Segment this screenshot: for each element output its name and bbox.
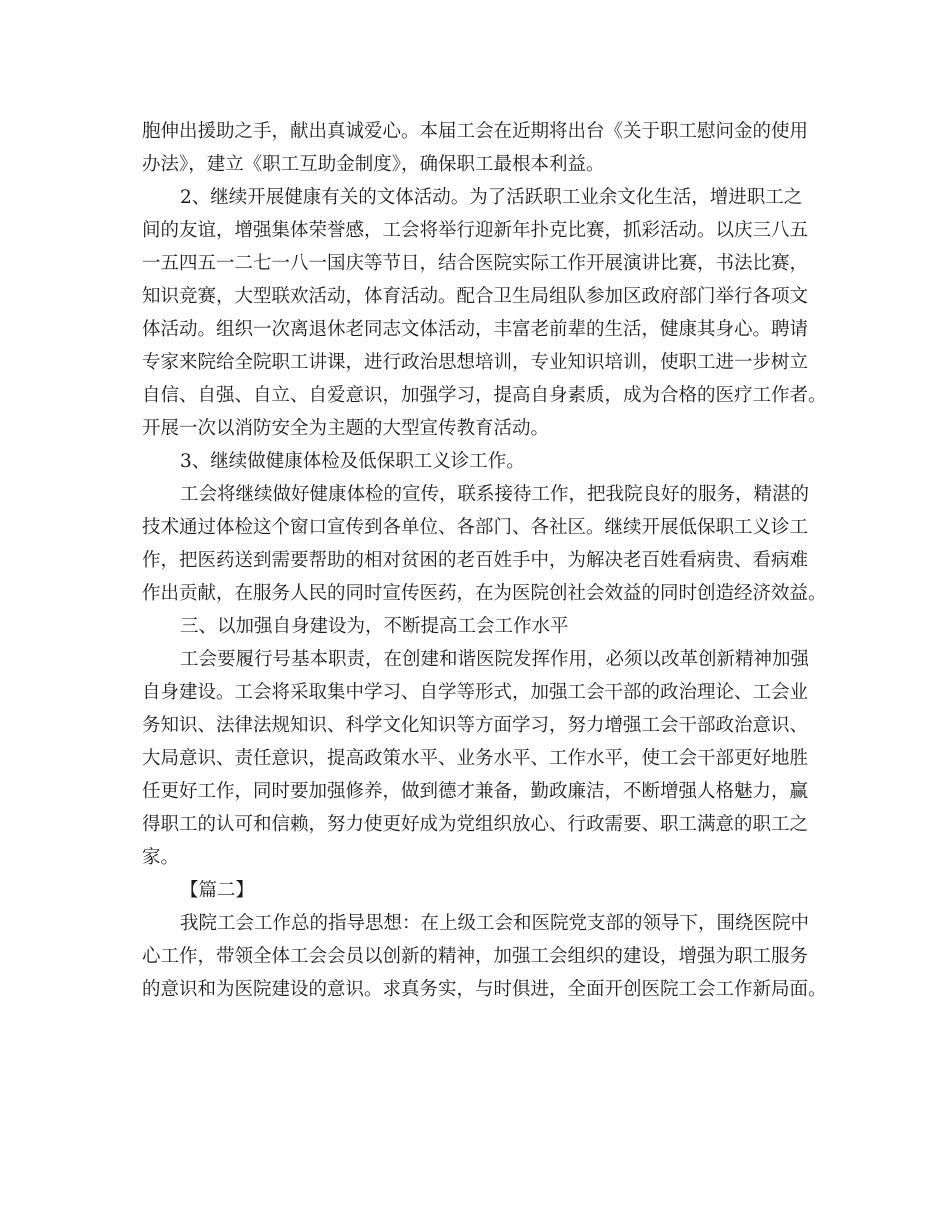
text-line: 技术通过体检这个窗口宣传到各单位、各部门、各社区。继续开展低保职工义诊工 — [142, 517, 809, 538]
text-line: 心工作，带领全体工会会员以创新的精神，加强工会组织的建设，增强为职工服务 — [142, 946, 809, 967]
text-line: 开展一次以消防安全为主题的大型宣传教育活动。 — [142, 418, 550, 439]
text-line: 家。 — [142, 847, 180, 868]
text-line: 胞伸出援助之手，献出真诚爱心。本届工会在近期将出台《关于职工慰问金的使用 — [142, 121, 809, 142]
text-line: 间的友谊，增强集体荣誉感，工会将举行迎新年扑克比赛，抓彩活动。以庆三八五 — [142, 220, 809, 241]
document-body — [142, 115, 832, 1006]
paragraph-start: 工会要履行号基本职责，在创建和谐医院发挥作用，必须以改革创新精神加强 — [180, 649, 810, 670]
text-line: 大局意识、责任意识，提高政策水平、业务水平、工作水平，使工会干部更好地胜 — [142, 748, 809, 769]
paragraph-start: 工会将继续做好健康体检的宣传，联系接待工作，把我院良好的服务，精湛的 — [180, 484, 810, 505]
text-line: 体活动。组织一次离退休老同志文体活动，丰富老前辈的生活，健康其身心。聘请 — [142, 319, 809, 340]
paragraph-start: 2、继续开展健康有关的文体活动。为了活跃职工业余文化生活，增进职工之 — [180, 187, 803, 208]
text-line: 知识竞赛，大型联欢活动，体育活动。配合卫生局组队参加区政府部门举行各项文 — [142, 286, 809, 307]
part-heading: 【篇二】 — [180, 880, 255, 901]
paragraph-start: 我院工会工作总的指导思想：在上级工会和医院党支部的领导下，围绕医院中 — [180, 913, 810, 934]
text-line: 作，把医药送到需要帮助的相对贫困的老百姓手中，为解决老百姓看病贵、看病难 — [142, 550, 809, 571]
text-line: 得职工的认可和信赖，努力使更好成为党组织放心、行政需要、职工满意的职工之 — [142, 814, 809, 835]
text-line: 自信、自强、自立、自爱意识，加强学习，提高自身素质，成为合格的医疗工作者。 — [142, 385, 827, 406]
text-line: 任更好工作，同时要加强修养，做到德才兼备，勤政廉洁，不断增强人格魅力，赢 — [142, 781, 809, 802]
text-line: 作出贡献，在服务人民的同时宣传医药，在为医院创社会效益的同时创造经济效益。 — [142, 583, 827, 604]
section-heading: 3、继续做健康体检及低保职工义诊工作。 — [180, 451, 525, 472]
section-heading: 三、以加强自身建设为，不断提高工会工作水平 — [180, 616, 569, 637]
text-line: 专家来院给全院职工讲课，进行政治思想培训，专业知识培训，使职工进一步树立 — [142, 352, 809, 373]
text-line: 务知识、法律法规知识、科学文化知识等方面学习，努力增强工会干部政治意识、 — [142, 715, 809, 736]
text-line: 办法》，建立《职工互助金制度》，确保职工最根本利益。 — [142, 154, 605, 175]
text-line: 自身建设。工会将采取集中学习、自学等形式，加强工会干部的政治理论、工会业 — [142, 682, 809, 703]
text-line: 的意识和为医院建设的意识。求真务实，与时俱进，全面开创医院工会工作新局面。 — [142, 979, 827, 1000]
text-line: 一五四五一二七一八一国庆等节日，结合医院实际工作开展演讲比赛，书法比赛， — [142, 253, 809, 274]
